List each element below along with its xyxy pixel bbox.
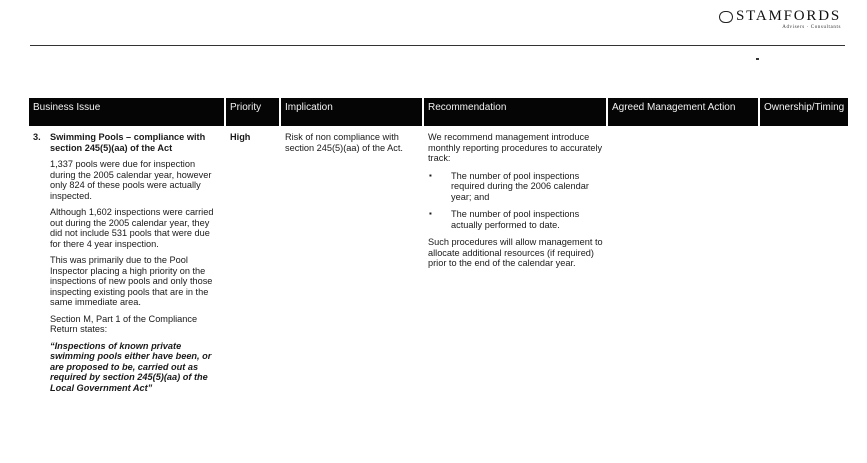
col-header-priority: Priority <box>226 98 281 126</box>
issue-number: 3. <box>33 132 41 142</box>
bullet-text: The number of pool inspections required during the 2006 calendar year; and <box>451 170 589 202</box>
issue-paragraph: This was primarily due to the Pool Inspector placing a high priority on the inspections of new pools and only those inspecting existing pools that are in the same immediate area. <box>50 255 213 307</box>
recommendation-bullet <box>428 171 604 203</box>
col-header-recommendation: Recommendation <box>424 98 608 126</box>
bullet-icon: ▪ <box>429 209 432 218</box>
bullet-text: The number of pool inspections actually performed to date. <box>451 209 580 230</box>
issues-table <box>29 98 848 393</box>
recommendation-intro: We recommend management introduce monthly reporting procedures to accurately track: <box>428 132 603 163</box>
compliance-quote: “Inspections of known private swimming pools either have been, or are proposed to be, carried out as required by section 245(5)(aa) of the Local Government Act” <box>50 340 212 393</box>
brand-tagline: Advisers · Consultants <box>782 25 841 30</box>
ownership-cell <box>760 126 848 393</box>
table-row <box>29 126 848 393</box>
col-header-implication: Implication <box>281 98 424 126</box>
issue-paragraph: Section M, Part 1 of the Compliance Return states: <box>50 313 198 334</box>
recommendation-cell <box>424 126 608 393</box>
implication-cell: Risk of non compliance with section 245(5)(aa) of the Act. <box>285 132 403 153</box>
stamfords-logo <box>719 8 841 30</box>
bullet-icon: ▪ <box>429 170 432 180</box>
issue-title: Swimming Pools – compliance with section 245(5)(aa) of the Act <box>50 132 206 153</box>
recommendation-bullet <box>428 209 604 230</box>
issue-paragraph: Although 1,602 inspections were carried out during the 2005 calendar year, they did not include 531 pools that were due for there 4 year inspection. <box>50 207 214 249</box>
col-header-business-issue: Business Issue <box>29 98 226 126</box>
issue-paragraph: 1,337 pools were due for inspection during the 2005 calendar year, however only 824 of these pools were actually inspected. <box>50 159 212 201</box>
brand-name: STAMFORDS <box>735 8 841 24</box>
issue-heading <box>33 132 222 153</box>
col-header-ownership: Ownership/Timing <box>764 102 845 113</box>
agreed-action-cell <box>608 126 760 393</box>
recommendation-outro: Such procedures will allow management to allocate additional resources (if required) prior to the end of the calendar year. <box>428 237 603 268</box>
table-header <box>29 98 848 126</box>
header-rule <box>30 45 845 46</box>
stray-mark <box>756 58 759 60</box>
business-issue-cell <box>29 126 226 393</box>
stamfords-mark-icon <box>719 10 733 24</box>
col-header-agreed-action: Agreed Management Action <box>608 98 760 126</box>
priority-cell: High <box>230 132 251 142</box>
